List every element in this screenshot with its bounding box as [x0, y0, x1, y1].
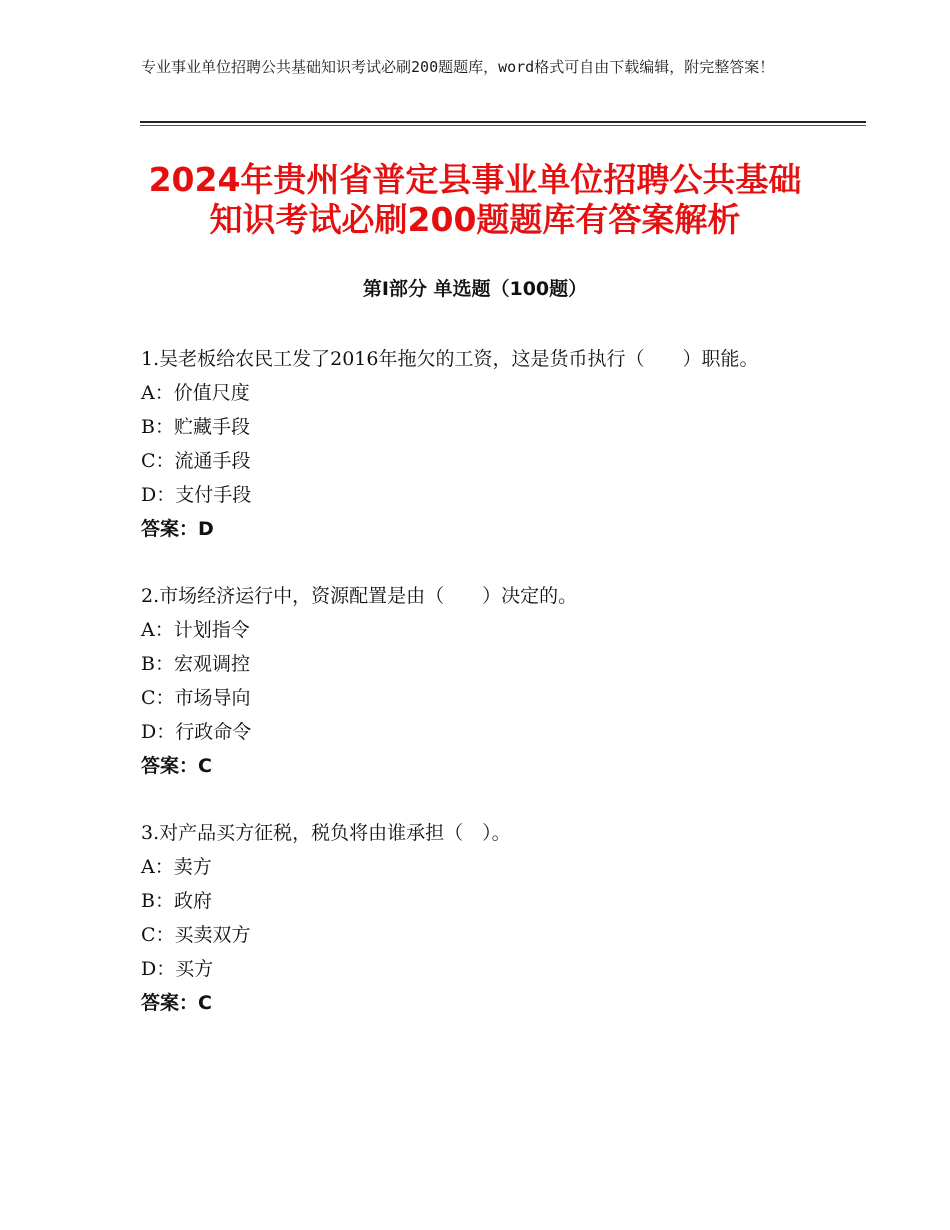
- question-1: [141, 343, 841, 546]
- option-a: A：计划指令: [141, 619, 250, 641]
- answer: 答案：C: [141, 755, 212, 777]
- option-b: B：宏观调控: [141, 653, 250, 675]
- document-title-line-1: 2024年贵州省普定县事业单位招聘公共基础: [148, 160, 802, 199]
- option-b: B：政府: [141, 890, 212, 912]
- option-a: A：卖方: [141, 856, 212, 878]
- question-stem: 3.对产品买方征税，税负将由谁承担（ ）。: [141, 822, 511, 844]
- option-d: D：行政命令: [141, 721, 252, 743]
- option-d: D：买方: [141, 958, 214, 980]
- option-b: B：贮藏手段: [141, 416, 250, 438]
- option-c: C：买卖双方: [141, 924, 251, 946]
- header-divider-thick: [140, 121, 866, 123]
- question-stem: 2.市场经济运行中，资源配置是由（ ）决定的。: [141, 585, 578, 607]
- answer: 答案：C: [141, 992, 212, 1014]
- option-c: C：流通手段: [141, 450, 251, 472]
- question-list: [141, 343, 841, 1054]
- option-d: D：支付手段: [141, 484, 252, 506]
- question-2: [141, 580, 841, 783]
- answer: 答案：D: [141, 518, 214, 540]
- question-stem: 1.吴老板给农民工发了2016年拖欠的工资，这是货币执行（ ）职能。: [141, 348, 759, 370]
- section-title: 第Ⅰ部分 单选题（100题）: [362, 278, 588, 300]
- header-divider-thin: [140, 125, 866, 126]
- question-3: [141, 817, 841, 1020]
- header-note: 专业事业单位招聘公共基础知识考试必刷200题题库，word格式可自由下载编辑，附完整答案！: [141, 58, 775, 76]
- option-a: A：价值尺度: [141, 382, 250, 404]
- option-c: C：市场导向: [141, 687, 251, 709]
- document-title: [0, 160, 950, 240]
- document-title-line-2: 知识考试必刷200题题库有答案解析: [209, 200, 741, 239]
